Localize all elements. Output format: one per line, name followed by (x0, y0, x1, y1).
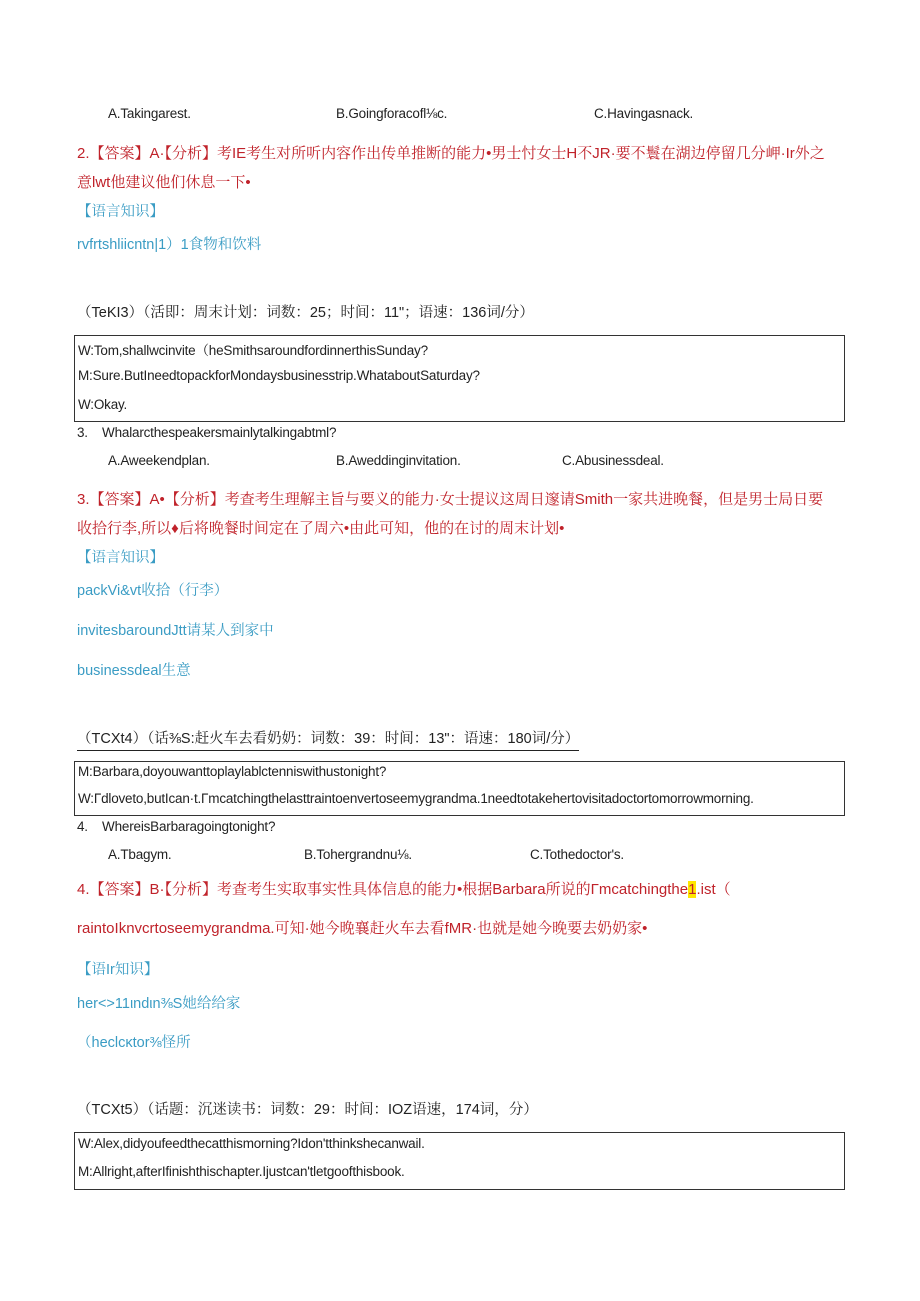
q2-answer-line2: 意lwt他建议他们休息一下• (77, 174, 251, 191)
highlight-mark: 1 (688, 881, 697, 898)
text4-header: （TCXt4）（话⅜S:赶火车去看奶奶：词数：39：时间：13"：语速：180词/分） (77, 727, 579, 751)
q2-option-b: B.Goingforacofl⅛c. (336, 106, 448, 121)
text5-line: M:Allright,afterIfinishthischapter.Ijustcan'tletgoofthisbook. (78, 1164, 405, 1179)
q3-option-c: C.Abusinessdeal. (562, 453, 664, 468)
q4-answer-text: .ist（ (696, 881, 731, 898)
q2-language-title: 【语言知识】 (77, 204, 164, 220)
text3-line: W:Tom,shallwcinvite（heSmithsaroundfordinnerthisSunday? (78, 343, 428, 358)
text3-transcript-box (74, 335, 845, 422)
q3-language-item: packVi&vt收拾（行李） (77, 583, 229, 599)
q3-option-a: A.Aweekendplan. (108, 453, 210, 468)
q4-question: 4. WhereisBarbaragoingtonight? (77, 819, 276, 834)
text3-line: M:Sure.ButIneedtopackforMondaysbusinesstrip.WhataboutSaturday? (78, 368, 480, 383)
q3-option-b: B.Aweddinginvitation. (336, 453, 461, 468)
q3-language-item: businessdeal生意 (77, 663, 191, 679)
q3-language-title: 【语言知识】 (77, 550, 164, 566)
text4-line: M:Barbara,doyouwanttoplaylablctenniswithustonight? (78, 764, 387, 779)
q3-language-item: invitesbaroundJtt请某人到家中 (77, 623, 274, 639)
q4-language-title: 【语Ir知识】 (77, 962, 159, 978)
q2-answer-line1: 2.【答案】A·【分析】考IE考生对所听内容作出传单推断的能力•男士忖女士H不JR·要不鬟在湖边停留几分岬·Ir外之 (77, 145, 825, 162)
q4-answer-text: 4.【答案】B·【分析】考查考生实取事实性具体信息的能力•根据Barbara所说的Γmcatchingthe (77, 881, 689, 898)
q2-option-c: C.Havingasnack. (594, 106, 694, 121)
q4-answer-line2: raintoIknvcrtoseemygrandma.可知·她今晚襄赶火车去看fMR·也就是她今晚要去奶奶家• (77, 920, 648, 937)
text5-transcript-box (74, 1132, 845, 1190)
q3-answer-line2: 收拾行李,所以♦后将晚餐时间定在了周六•由此可知，他的在讨的周末计划• (77, 520, 565, 537)
q4-answer-line1 (77, 878, 731, 899)
text5-header: （TCXt5）（话题：沉迷读书：词数：29：时间：IOZ语速，174词，分） (77, 1102, 538, 1118)
text5-line: W:Alex,didyoufeedthecatthismorning?Idon'tthinkshecanwail. (78, 1136, 425, 1151)
text4-line: W:Γdloveto,butIcan·t.Γmcatchingthelasttraintoenvertoseemygrandma.1needtotakehertovisitadoctortomorrowmorning. (78, 791, 754, 806)
q2-option-a: A.Takingarest. (108, 106, 191, 121)
q2-language-item: rvfrtshliicntn|1）1食物和饮料 (77, 237, 262, 253)
text3-line: W:Okay. (78, 397, 128, 412)
text4-transcript-box (74, 761, 845, 816)
text3-header: （TeKI3）（活即：周末计划：词数：25；时间：11"；语速：136词/分） (77, 305, 534, 321)
q4-option-b: B.Tohergrandnu⅛. (304, 847, 412, 862)
q3-answer-line1: 3.【答案】A•【分析】考查考生理解主旨与要义的能力·女士提议这周日邃请Smith一家共进晚餐，但是男士局日要 (77, 491, 824, 508)
q4-language-item: （heclcκtor⅜怪所 (77, 1035, 191, 1051)
q3-question: 3. Whalarcthespeakersmainlytalkingabtml? (77, 425, 337, 440)
q4-option-a: A.Tbagym. (108, 847, 172, 862)
q4-language-item: her<>11ιndιn⅜S她给给家 (77, 996, 241, 1012)
q4-option-c: C.Tothedoctor's. (530, 847, 624, 862)
